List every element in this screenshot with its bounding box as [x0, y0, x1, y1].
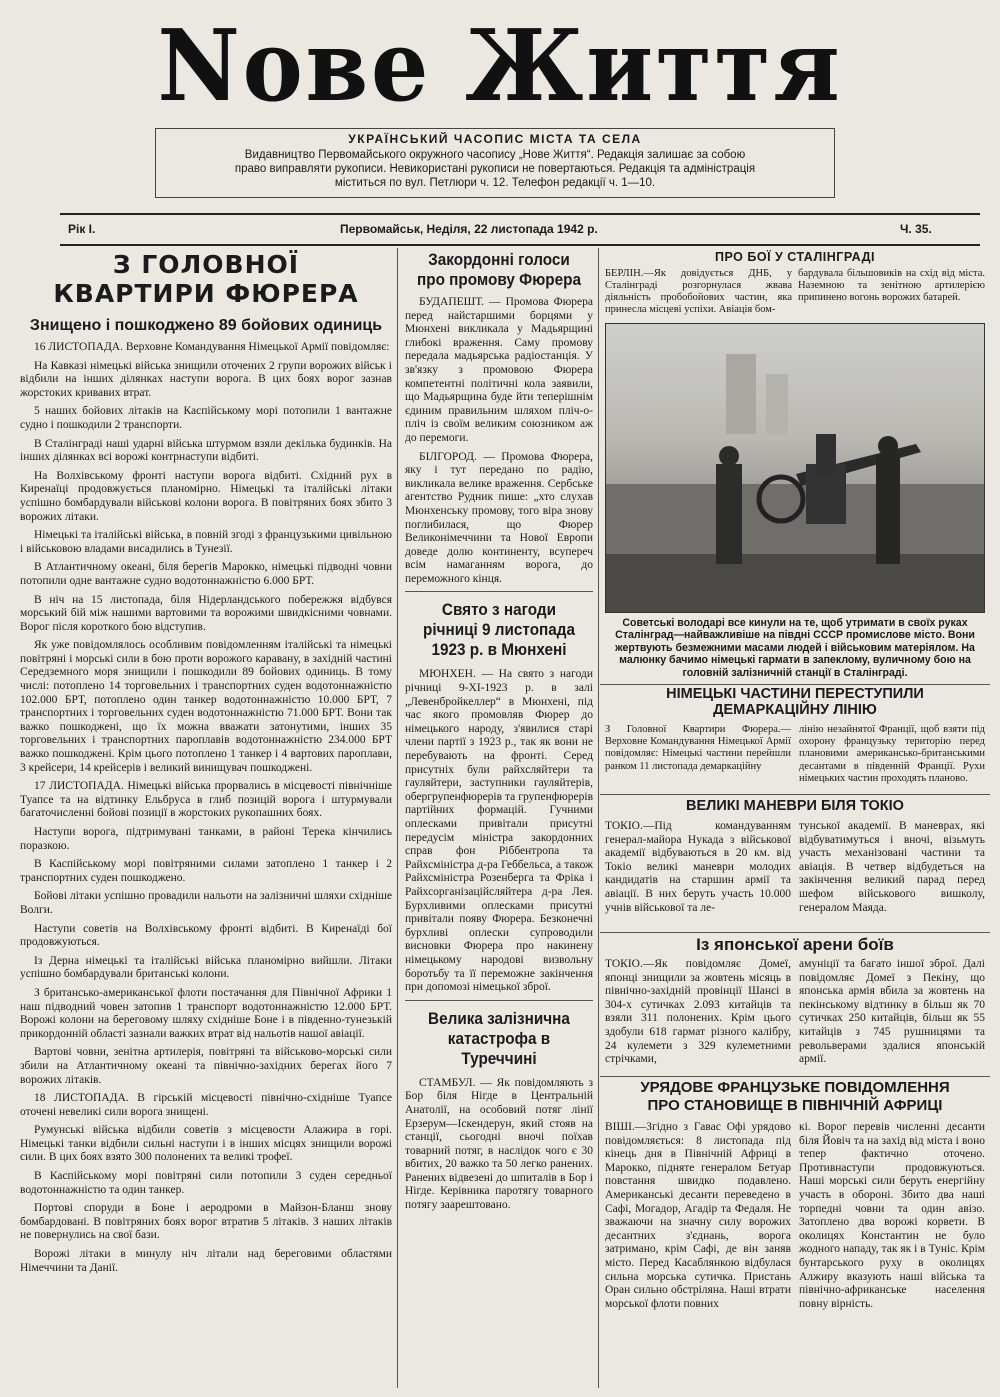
publisher-info-line: Видавництво Первомайського окружного часопису „Нове Життя“. Редакція залишає за собою	[244, 149, 746, 161]
headline-french-communique: УРЯДОВЕ ФРАНЦУЗЬКЕ ПОВІДОМЛЕННЯ ПРО СТАНОВИЩЕ В ПІВНІЧНІЙ АФРИЦІ	[640, 1079, 950, 1114]
paragraph: В Каспійському морі повітряні сили потопили 3 суден середньої водотоннажністю та один танкер.	[20, 1170, 392, 1196]
place-date: Первомайськ, Неділя, 22 листопада 1942 р.	[340, 222, 598, 236]
paragraph: На Кавказі німецькі війська знищили оточених 2 групи ворожих військ і відбили на інших ділянках наступи ворога. В цих боях ворог зазнав жорстоких кривавих втрат.	[20, 359, 392, 399]
headline-hq: З ГОЛОВНОЇ КВАРТИРИ ФЮРЕРА	[53, 250, 359, 308]
headline-rail-catastrophe: Велика залізнична катастрофа в Туреччині	[428, 1008, 570, 1068]
divider	[600, 932, 990, 933]
headline-demarcation: НІМЕЦЬКІ ЧАСТИНИ ПЕРЕСТУПИЛИ ДЕМАРКАЦІЙНУ ЛІНІЮ	[666, 686, 924, 718]
subheadline: Знищено і пошкоджено 89 бойових одиниць	[29, 317, 383, 334]
paragraph: Наступи ворога, підтримувані танками, в районі Терека кінчились поразкою.	[20, 826, 392, 852]
paragraph: Бойові літаки успішно провадили нальоти на залізничні шляхи східніше Волги.	[20, 890, 392, 916]
divider	[600, 684, 990, 685]
photo-stalingrad-artillery	[605, 323, 985, 613]
paragraph: 5 наших бойових літаків на Каспійському морі потопили 1 вантажне судно і пошкодили 2 транспорти.	[20, 405, 392, 431]
article-text: ТОКІО.—Під командуванням генерал-майора Нукада з військової академії відбуваються в 20 км. від Токіо великі маневри молодих кандидатів на старшин армії та авіації. В них беруть участь 10.000 учнів військової та ле-	[605, 820, 791, 914]
paragraph: Із Дерна німецькі та італійські війська планомірно вийшли. Літаки успішно бомбардували британські колони.	[20, 954, 392, 981]
paragraph: В Сталінграді наші ударні війська штурмом взяли декілька будинків. На інших ділянках всі ворожі контрнаступи відбиті.	[20, 437, 392, 464]
photo-caption: Советські володарі все кинули на те, щоб утримати в своїх руках Сталінград—найважливіше на півдні СССР промислове місто. Вони жертвують безмежними масами людей і військовим матеріялом. На малюнку бачимо німецькі гармати в запеклому, вуличному бою на головній залізничній станції в Сталінграді.	[615, 617, 975, 679]
paragraph: БІЛГОРОД. — Промова Фюрера, яку і тут передано по радію, викликала велике враження. Сербське агентство Рудник пише: „хто слухав Мюнхенську промову, того віра знову поглибилася, що Фюрер Великонімеччини та Нової Европи доведе долю континенту, всупереч всім намаганням ворога, до переможного кінця.	[405, 450, 593, 585]
column-divider	[397, 248, 398, 1388]
paragraph: З британсько-американської флоти постачання для Північної Африки 1 наш підводний човен затопив 1 транспорт водотоннажністю 12.000 БРТ. Ворожі колони на береговому шляху східніше Боне і в південно-тунезькій прикордонній області зазнали важких втрат від нальотів нашої авіації.	[20, 986, 392, 1040]
french-communique-article	[605, 1079, 985, 1389]
photo-icon	[606, 324, 984, 612]
demarcation-article	[605, 686, 985, 794]
paragraph: В Каспійському морі повітряними силами затоплено 1 танкер і 2 транспортних суден пошкоджено.	[20, 858, 392, 884]
article-body	[405, 668, 593, 994]
article-text: ТОКІО.—Як повідомляє Домеї, японці знищили за жовтень місяць в північно-західній провінції Шансі в 304-х сутичках 2.093 китайців та взяли 311 полонених. Крім цього здобули 618 гармат різного калібру, 24 кулемети з 329 кулеметними стрічками,	[605, 958, 791, 1066]
dateline	[60, 217, 980, 241]
paragraph: На Волхівському фронті наступи ворога відбиті. Східний рух в Киренаїці продовжується планомірно. Німецькі та італійські літаки успішно бомбардували військові колони ворога. В повітряних боях збито 3 ворожих літаки.	[20, 469, 392, 523]
masthead-title: Nове Життя	[157, 9, 843, 124]
divider	[60, 213, 980, 215]
article-text: ВІШІ.—Згідно з Гавас Офі урядово повідомляється: 8 листопада під кінець дня в Північній Африці в Марокко, підняте генералом Бетуар повстання швидко подавлено. Американські десанти переведено в Сафі, Могадор, Агадір та Федаля. Не зважаючи на значну силу ворожих десантних з'єднань, ворога затримано, крім Сафі, де він заняв місто. Перед Касаблянкою відбулася сильна морська сутичка. Пристань Оран сильно обстріляна. Наші втрати морської флоти повних	[605, 1121, 791, 1310]
tokyo-maneuvers-article	[605, 797, 985, 932]
paragraph: СТАМБУЛ. — Як повідомляють з Бор біля Нігде в Центральній Анатолії, на особовий потяг лінії Ерзерум—Іскендерун, який стояв на станції, сьогодні вночі поїхав товарний потяг, в наслідок чого є 30 вбитих, 20 важко та 50 легко ранених. Ранених відвезені до шпиталів в Бор і Нігде. Керівника паротягу товарного потягу заарештовано.	[405, 1076, 593, 1212]
paragraph: Як уже повідомлялось особливим повідомленням італійські та німецькі повітряні і морські сили в бою проти ворожого каравану, в західній частині Середземного моря знищили і пошкодили 89 бойових одиниць. В тому числі: потоплено 14 торговельних і транспортних суден водотоннажністю 102.000 БРТ, потоплено один танкер водотоннажністю 10.000 БРТ, 7 транспортних і торговельних суден водотоннажністю 71.000 БРТ. Вони так важко пошкоджені, що їх можна вважати затонутими, інших 35 торговельних і транспортних пароплавів водотоннажністю 234.000 БРТ важко пошкоджені. Крім цього потоплено 1 танкер і 4 вартових пароплави, 3 крейсери, 14 крейсерів і великий винищувач пошкоджені.	[20, 639, 392, 774]
paragraph: Вартові човни, зенітна артилерія, повітряні та військово-морські сили збили на Атлантичному океані та північно-західних берегах його 7 ворожих літаків.	[20, 1046, 392, 1086]
paragraph: Німецькі та італійські війська, в повній згоді з французькими цивільною і військовою владами висадились в Тунезії.	[20, 529, 392, 555]
headline-foreign-voices: Закордонні голоси про промову Фюрера	[417, 250, 581, 289]
divider	[600, 794, 990, 795]
paragraph: МЮНХЕН. — На свято з нагоди річниці 9-XI-1923 р. в залі „Левенбройкеллер“ в Мюнхені, під час якого промовляв Фюрер до німецького народу, з'явилися старі члени партії з 1923 р., так як вони не перебувають на фронті. Серед присутніх були райхсляйтери та гауляйтери, заступники гауляйтерів, обергрупенфюрерів та групенфюрерів партійних формацій. Гучними оплесками привітали присутні передусім міністра закордонних справ фон Ріббентропа та Райхсміністра д-ра Геббельса, а також Райхсміністра Розенберга та Фріка і Райхсорганізаційсляйтера д-ра Лея. Бурхливими оплесками присутні привітали появу Фюрера. Безконечні бурхливі оплески супроводили висновки Фюрера про накинену німецькому народові визвольну боротьбу та її переможне закінчення при допомозі німецької зброї.	[405, 668, 593, 994]
column-divider	[598, 248, 599, 1388]
headline-tokyo-maneuvers: ВЕЛИКІ МАНЕВРИ БІЛЯ ТОКІО	[686, 798, 904, 814]
divider	[600, 1076, 990, 1077]
article-body	[405, 296, 593, 586]
paragraph: Наступи советів на Волхівському фронті відбиті. В Киренаїді бої продовжуються.	[20, 922, 392, 949]
article-text: кі. Ворог перевів численні десанти біля Йовіч та на захід від міста і воно тепер фактично оточено. Противнаступи продовжуються. Наші морські сили беруть енергійну участь в обороні. Збито два наші торпедні човни та один авізо. Затоплено два ворожі корвети. В околицях Константин не було жодного нападу, так як і в Туніс. Крім бунтарського руху в околицях Алжиру вказують наші війська та північно-африканське населення повну вірність.	[799, 1121, 985, 1310]
column-foreign	[405, 250, 593, 1390]
article-text: З Головної Квартири Фюрера.—Верховне Командування Німецької Армії повідомляє: Німецькі частини перейшли ранком 11 листопада демаркаційну	[605, 724, 791, 772]
divider	[60, 244, 980, 246]
headline-munich: Свято з нагоди річниці 9 листопада 1923 р. в Мюнхені	[422, 600, 576, 660]
article-text: амуніції та багато іншої зброї. Далі повідомляє Домеї з Пекіну, що японська армія вбила за жовтень на пекінському відтинку в більш як 70 сутичках 250 китайців, більш як 55 китайців з 745 рушницями та револьверами здалися японській армії.	[799, 958, 985, 1066]
publisher-info-box	[155, 128, 835, 198]
column-main-report	[20, 250, 392, 1390]
article-body	[405, 1077, 593, 1213]
paragraph: 16 ЛИСТОПАДА. Верховне Командування Німецької Армії повідомляє:	[34, 341, 390, 353]
paragraph: БУДАПЕШТ. — Промова Фюрера перед найстаршими борцями у Мюнхені викликала у Мадьярщині глибокі враження. Саму промову передала мадьярська радіостанція. У зв'язку з промовою Фюрера компетентні політичні кола заявили, що Мадьярщина буде йти теперішнім єдиним правильним шляхом пліч-о-пліч із своїм великим союзником аж до перемоги.	[405, 296, 593, 444]
article-body	[20, 341, 392, 1275]
paragraph: Ворожі літаки в минулу ніч літали над береговими областями Німеччини та Данії.	[20, 1248, 392, 1274]
article-text: БЕРЛІН.—Як довідується ДНБ, у Сталінграді розгорнулася жвава діяльність пробобойових частин, яка принесла місцеві успіхи. Авіація бом-	[605, 268, 792, 315]
paragraph: В ніч на 15 листопада, біля Нідерландського побережжя відбувся морський бій між нашими вартовими та ворожими швидкісними човнами. Ворог після короткого бою відступив.	[20, 593, 392, 633]
headline-stalingrad: ПРО БОЇ У СТАЛІНГРАДІ	[715, 250, 875, 264]
japan-front-article	[605, 934, 985, 1074]
article-text: тунської академії. В маневрах, які відбуватимуться і вночі, візьмуть участь механізовані частини та авіація. В четвер відбудеться на закінчення великий парад перед шефом військового вишколу, генералом Маяда.	[799, 820, 985, 914]
issue-number: Ч. 35.	[900, 222, 932, 236]
headline-japan-front: Із японської арени боїв	[696, 935, 894, 954]
paragraph: В Атлантичному океані, біля берегів Марокко, німецькі підводні човни потопили одне вантажне судно водотоннажністю 6.000 БРТ.	[20, 561, 392, 587]
newspaper-subtitle: УКРАЇНСЬКИЙ ЧАСОПИС МІСТА ТА СЕЛА	[348, 132, 642, 146]
paragraph: 17 ЛИСТОПАДА. Німецькі війська прорвались в місцевості північніше Туапсе та на відтинку Ельбруса в глиб позицій ворога і штурмували багаточисленні бойові позиції в жорстоких рукопашних боях.	[20, 780, 392, 820]
paragraph: Портові споруди в Боне і аеродроми в Майзон-Бланш знову бомбардовані. В повітряних боях ворог втратив 5 літаків. З наших літаків не повернулись на свої бази.	[20, 1202, 392, 1242]
publisher-info-line: міститься по вул. Петлюри ч. 12. Телефон редакції ч. 1—10.	[334, 177, 656, 189]
divider	[405, 1000, 593, 1001]
paragraph: 18 ЛИСТОПАДА. В гірській місцевості північно-східніше Туапсе оточені невеликі сили ворога знищені.	[20, 1092, 392, 1118]
paragraph: Румунські війська відбили советів з місцевости Алажира в горі. Німецькі танки відбили сильні наступи і в інших місцях знищили ворожі сили. В цих боях взято 300 полонених та великі трофеї.	[20, 1124, 392, 1164]
divider	[405, 591, 593, 592]
stalingrad-article	[605, 250, 985, 322]
article-text: лінію незайнятої Франції, щоб взяти під охорону французьку територію перед плановими американсько-британськими десантами в південній Франції. Рухи німецьких частин проходять планово.	[799, 724, 985, 784]
article-text: бардувала більшовиків на схід від міста. Наземною та зенітною артилерією припинено вогонь ворожих батарей.	[798, 268, 985, 303]
publisher-info-line: право виправляти рукописи. Невикористані рукописи не повертаються. Редакція та адміністрація	[234, 163, 756, 175]
volume-year: Рік І.	[68, 222, 96, 236]
